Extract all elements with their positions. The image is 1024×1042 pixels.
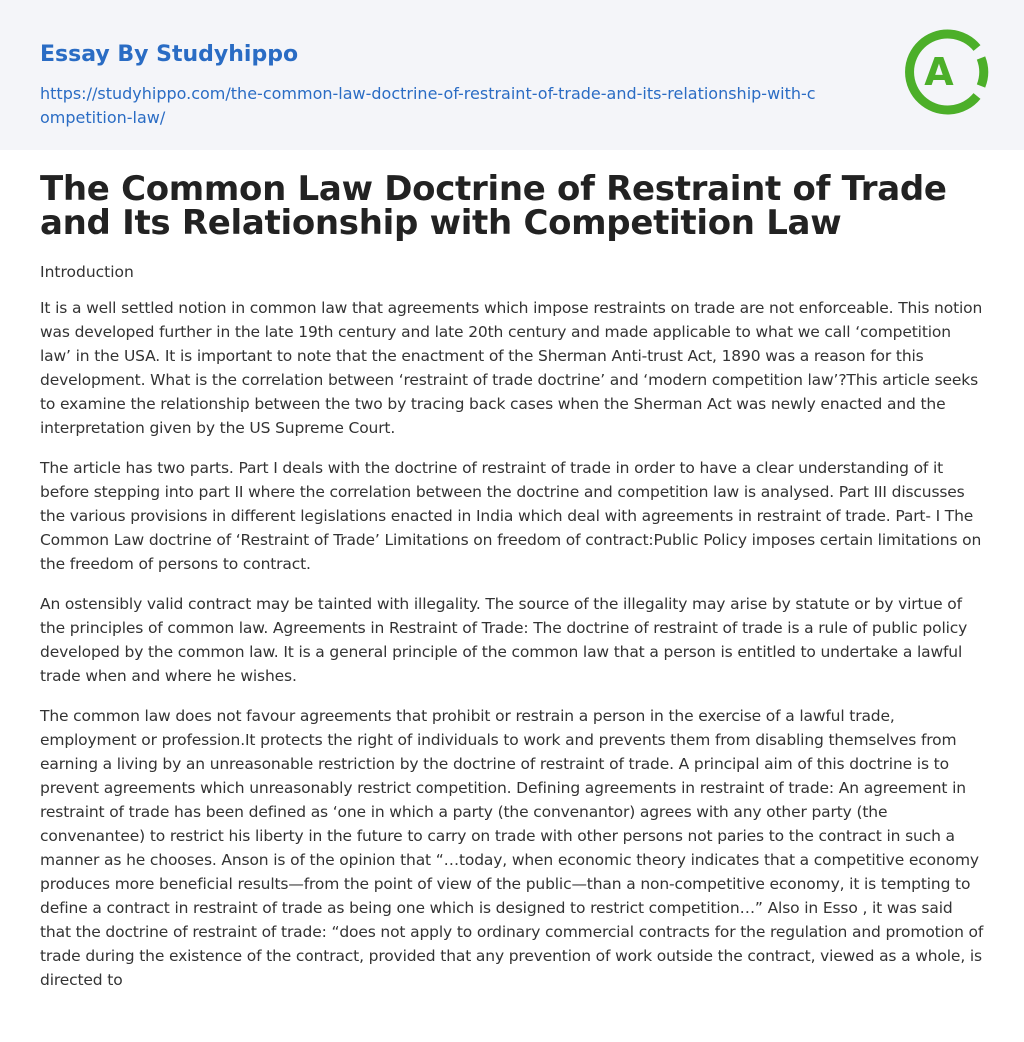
brand-title[interactable]: Essay By Studyhippo bbox=[40, 42, 299, 67]
article-paragraph-4: The common law does not favour agreements that prohibit or restrain a person in the exercise of a lawful trade, employment or profession.It protects the right of individuals to work and prevents them from disabling themselves from earning a living by an unreasonable restriction by the doctrine of restraint of trade. A principal aim of this doctrine is to prevent agreements which unreasonably restrict competition. Defining agreements in restraint of trade: An agreement in restraint of trade has been defined as ‘one in which a party (the convenantor) agrees with any other party (the convenantee) to restrict his liberty in the future to carry on trade with other persons not paries to the contract in such a manner as he chooses. Anson is of the opinion that “…today, when economic theory indicates that a competitive economy produces more beneficial results—from the point of view of the public—than a non-competitive economy, it is tempting to define a contract in restraint of trade as being one which is designed to restrict competition…” Also in Esso , it was said that the doctrine of restraint of trade: “does not apply to ordinary commercial contracts for the regulation and promotion of trade during the existence of the contract, provided that any prevention of work outside the contract, viewed as a whole, is directed to bbox=[40, 707, 984, 989]
article-paragraph-3: An ostensibly valid contract may be tainted with illegality. The source of the illegality may arise by statute or by virtue of the principles of common law. Agreements in Restraint of Trade: The doctrine of restraint of trade is a rule of public policy developed by the common law. It is a general principle of the common law that a person is entitled to undertake a lawful trade when and where he wishes. bbox=[40, 595, 968, 685]
section-heading: Introduction bbox=[40, 263, 134, 281]
logo-letter: A bbox=[924, 50, 954, 94]
article bbox=[40, 169, 984, 992]
essay-url-link[interactable]: https://studyhippo.com/the-common-law-doctrine-of-restraint-of-trade-and-its-relationship-with-competition-law/ bbox=[40, 84, 816, 127]
site-header bbox=[0, 0, 1024, 150]
article-paragraph-2: The article has two parts. Part I deals with the doctrine of restraint of trade in order to have a clear understanding of it before stepping into part II where the correlation between the doctrine and competition law is analysed. Part III discusses the various provisions in different legislations enacted in India which deal with agreements in restraint of trade. Part- I The Common Law doctrine of ‘Restraint of Trade’ Limitations on freedom of contract:Public Policy imposes certain limitations on the freedom of persons to contract. bbox=[40, 459, 982, 573]
page-title: The Common Law Doctrine of Restraint of Trade and Its Relationship with Competition Law bbox=[40, 169, 947, 243]
article-paragraph-1: It is a well settled notion in common law that agreements which impose restraints on trade are not enforceable. This notion was developed further in the late 19th century and late 20th century and made applicable to what we call ‘competition law’ in the USA. It is important to note that the enactment of the Sherman Anti-trust Act, 1890 was a reason for this development. What is the correlation between ‘restraint of trade doctrine’ and ‘modern competition law’?This article seeks to examine the relationship between the two by tracing back cases when the Sherman Act was newly enacted and the interpretation given by the US Supreme Court. bbox=[40, 299, 983, 437]
studyhippo-logo-icon[interactable] bbox=[905, 28, 989, 116]
